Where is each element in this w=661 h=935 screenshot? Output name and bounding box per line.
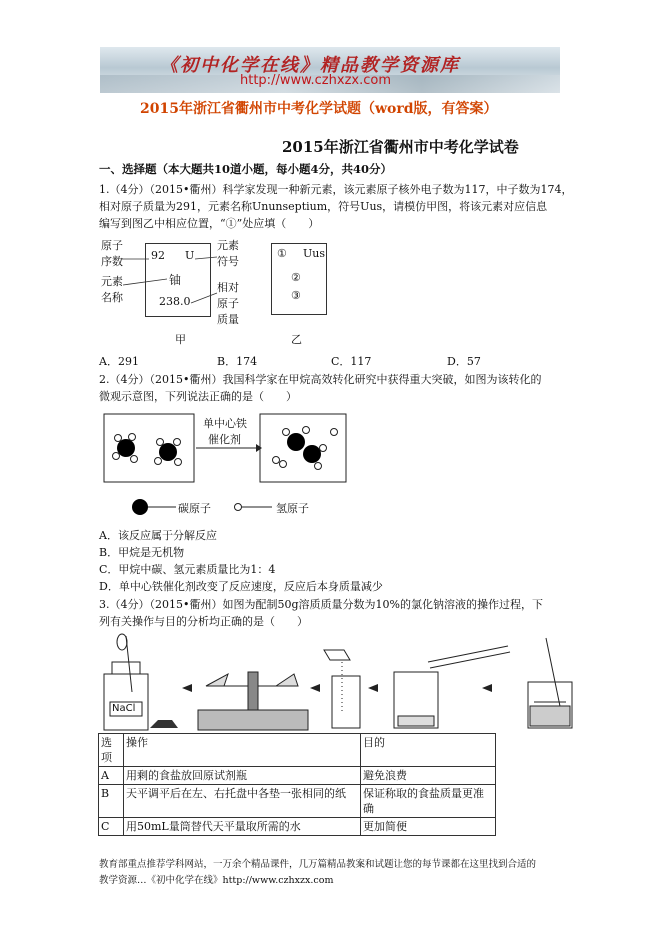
q1-line2: 相对原子质量为291，元素名称Ununseptium，符号Uus，请模仿甲图，将该元素对应信息: [99, 200, 548, 213]
q2-line2: 微观示意图，下列说法正确的是（ ）: [99, 390, 297, 403]
banner-url[interactable]: http://www.czhxzx.com: [240, 73, 391, 88]
q2-option-d: D．单中心铁催化剂改变了反应速度，反应后本身质量减少: [99, 580, 383, 593]
jia-atomic-mass: 238.0: [159, 295, 191, 308]
row-a-option: A: [99, 767, 124, 785]
row-b-purpose: 保证称取的食盐质量更准确: [361, 785, 496, 818]
yi-caption: 乙: [291, 333, 302, 346]
catalyst-label-2: 催化剂: [208, 433, 241, 446]
section-heading: 一、选择题（本大题共10道小题，每小题4分，共40分）: [99, 162, 393, 176]
q1-option-d: D．57: [447, 355, 481, 368]
jia-label-1: 原子: [101, 239, 123, 252]
q3-line2: 列有关操作与目的分析均正确的是（ ）: [99, 615, 308, 628]
catalyst-label-1: 单中心铁: [203, 417, 247, 430]
footer-line2[interactable]: 教学资源…《初中化学在线》http://www.czhxzx.com: [99, 875, 334, 886]
jia-right-label-4: 原子: [217, 297, 239, 310]
q2-option-b: B．甲烷是无机物: [99, 546, 185, 559]
jia-atomic-number: 92: [151, 249, 165, 262]
yi-blank-1: ①: [277, 247, 287, 260]
header-purpose: 目的: [361, 734, 496, 767]
page-title: 2015年浙江省衢州市中考化学试卷: [282, 138, 519, 156]
row-b-option: B: [99, 785, 124, 818]
methane-molecule-1: [113, 434, 138, 463]
jia-right-label-3: 相对: [217, 281, 239, 294]
row-a-purpose: 避免浪费: [361, 767, 496, 785]
q1-option-a: A．291: [99, 355, 139, 368]
header-operation: 操作: [124, 734, 361, 767]
jia-label-4: 名称: [101, 291, 123, 304]
q2-line1: 2.（4分）（2015•衢州）我国科学家在甲烷高效转化研究中获得重大突破，如图为该转化的: [99, 373, 542, 386]
header-banner: [100, 47, 560, 93]
jia-caption: 甲: [175, 333, 186, 346]
row-c-operation: 用50mL量筒替代天平量取所需的水: [124, 818, 361, 836]
jia-element-name: 铀: [169, 273, 182, 287]
jia-label-2: 序数: [101, 255, 123, 268]
q3-procedure-figure: [98, 632, 578, 732]
product-molecule: [283, 427, 327, 470]
table-row: [99, 767, 496, 785]
table-header-row: [99, 734, 496, 767]
q2-option-c: C．甲烷中碳、氢元素质量比为1：4: [99, 563, 276, 576]
stirring-beaker: [528, 638, 572, 728]
hydrogen-molecule: [273, 457, 287, 468]
row-c-purpose: 更加简便: [361, 818, 496, 836]
row-a-operation: 用剩的食盐放回原试剂瓶: [124, 767, 361, 785]
nacl-label: NaCl: [112, 703, 136, 714]
legend-hydrogen-label: 氢原子: [276, 502, 309, 515]
yi-blank-3: ③: [291, 289, 301, 302]
jia-symbol: U: [185, 249, 195, 262]
footer-line1: 教育部重点推荐学科网站，一万余个精品课件，几万篇精品教案和试题让您的每节课都在这里找到合适的: [99, 859, 537, 870]
q3-line1: 3.（4分）（2015•衢州）如图为配制50g溶质质量分数为10%的氯化钠溶液的操作过程，下: [99, 598, 543, 611]
banner-title: 《初中化学在线》精品教学资源库: [160, 55, 460, 76]
legend-carbon-label: 碳原子: [178, 502, 211, 515]
carbon-legend-icon: [132, 499, 148, 515]
table-row: [99, 818, 496, 836]
q1-line1: 1.（4分）（2015•衢州）科学家发现一种新元素，该元素原子核外电子数为117，中子数为174，: [99, 183, 573, 196]
q1-option-b: B．174: [217, 355, 258, 368]
header-option: 选项: [99, 734, 124, 767]
balance: [198, 672, 308, 730]
jia-right-label-5: 质量: [217, 313, 239, 326]
beaker-pour: [324, 650, 360, 728]
q3-options-table: [98, 733, 496, 836]
table-row: [99, 785, 496, 818]
jia-right-label-1: 元素: [217, 239, 239, 252]
q1-option-c: C．117: [331, 355, 372, 368]
jia-right-label-2: 符号: [217, 255, 239, 268]
yi-blank-2: ②: [291, 271, 301, 284]
row-b-operation: 天平调平后在左、右托盘中各垫一张相同的纸: [124, 785, 361, 818]
yi-symbol: Uus: [303, 247, 325, 260]
q1-figure: [99, 237, 329, 347]
document-red-title: 2015年浙江省衢州市中考化学试题（word版，有答案）: [140, 101, 498, 117]
q2-option-a: A．该反应属于分解反应: [99, 529, 217, 542]
cylinder-pour: [394, 646, 510, 728]
jia-label-3: 元素: [101, 275, 123, 288]
q1-line3: 编写到图乙中相应位置，“①”处应填（ ）: [99, 217, 320, 230]
hydrogen-legend-icon: [235, 504, 242, 511]
methane-molecule-2: [155, 439, 182, 466]
row-c-option: C: [99, 818, 124, 836]
